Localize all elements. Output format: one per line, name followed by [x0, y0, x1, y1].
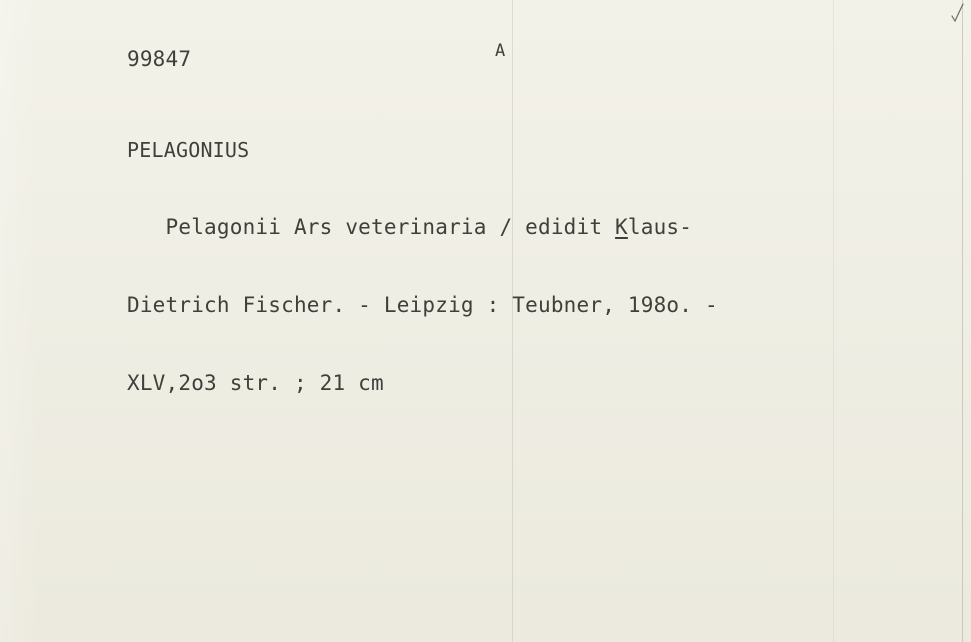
entry-line-2: Dietrich Fischer. - Leipzig : Teubner, 198o. - [127, 293, 718, 317]
entry-line-3: XLV,2o3 str. ; 21 cm [127, 371, 384, 395]
checkmark-icon [949, 2, 967, 24]
entry-line-1-end: laus- [627, 215, 693, 239]
bibliographic-entry [127, 162, 718, 448]
location-mark: A [495, 41, 506, 61]
entry-line-1 [127, 214, 718, 240]
entry-line-1-start: Pelagonii Ars veterinaria / edidit [127, 215, 616, 239]
card-edge-line [962, 0, 963, 642]
fold-line [833, 0, 834, 642]
entry-line-1-underlined: K [615, 215, 628, 239]
author-heading: PELAGONIUS [127, 138, 250, 162]
accession-number: 99847 [127, 47, 192, 71]
